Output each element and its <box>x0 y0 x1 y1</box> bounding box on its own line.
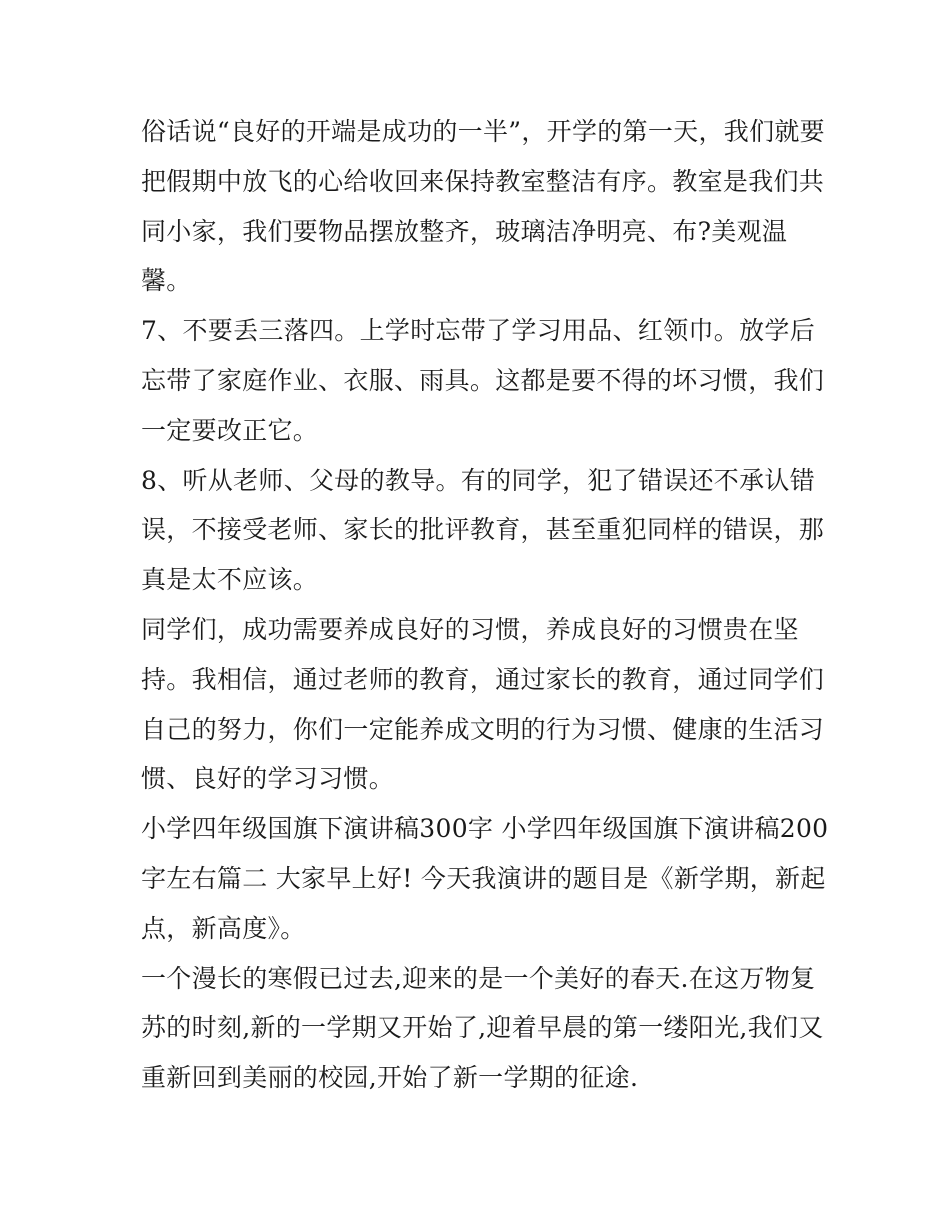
paragraph-habits <box>141 605 825 804</box>
text-line: 自己的努力，你们一定能养成文明的行为习惯、健康的生活习 <box>141 714 825 744</box>
text-line: 忘带了家庭作业、衣服、雨具。这都是要不得的坏习惯，我们 <box>141 365 825 395</box>
text-line: 苏的时刻,新的一学期又开始了,迎着早晨的第一缕阳光,我们又 <box>141 1013 824 1043</box>
text-line: 误，不接受老师、家长的批评教育，甚至重犯同样的错误，那 <box>141 515 825 545</box>
text-line: 一定要改正它。 <box>141 415 319 445</box>
paragraph-item-7 <box>141 306 825 455</box>
paragraph-good-start <box>141 107 825 306</box>
text-line: 点，新高度》。 <box>141 913 306 943</box>
text-line: 同小家，我们要物品摆放整齐，玻璃洁净明亮、布?美观温 <box>141 216 788 246</box>
text-line: 8、听从老师、父母的教导。有的同学，犯了错误还不承认错 <box>141 465 816 495</box>
text-line: 把假期中放飞的心给收回来保持教室整洁有序。教室是我们共 <box>141 166 825 196</box>
text-line: 7、不要丢三落四。上学时忘带了学习用品、红领巾。放学后 <box>141 316 816 346</box>
document-body <box>141 107 829 1103</box>
text-line: 一个漫长的寒假已过去,迎来的是一个美好的春天.在这万物复 <box>141 963 816 993</box>
text-line: 字左右篇二 大家早上好! 今天我演讲的题目是《新学期，新起 <box>141 863 826 893</box>
text-line: 俗话说“良好的开端是成功的一半”，开学的第一天，我们就要 <box>141 117 825 146</box>
text-line: 小学四年级国旗下演讲稿300字 小学四年级国旗下演讲稿200 <box>141 814 829 844</box>
text-line: 真是太不应该。 <box>141 565 319 595</box>
text-line: 重新回到美丽的校园,开始了新一学期的征途. <box>141 1063 639 1093</box>
paragraph-new-semester <box>141 954 824 1103</box>
paragraph-item-8 <box>141 456 825 605</box>
text-line: 馨。 <box>141 266 192 296</box>
paragraph-speech-title <box>141 804 829 953</box>
text-line: 持。我相信，通过老师的教育，通过家长的教育，通过同学们 <box>141 664 825 694</box>
text-line: 惯、良好的学习习惯。 <box>141 764 395 794</box>
text-line: 同学们，成功需要养成良好的习惯，养成良好的习惯贵在坚 <box>141 614 799 644</box>
